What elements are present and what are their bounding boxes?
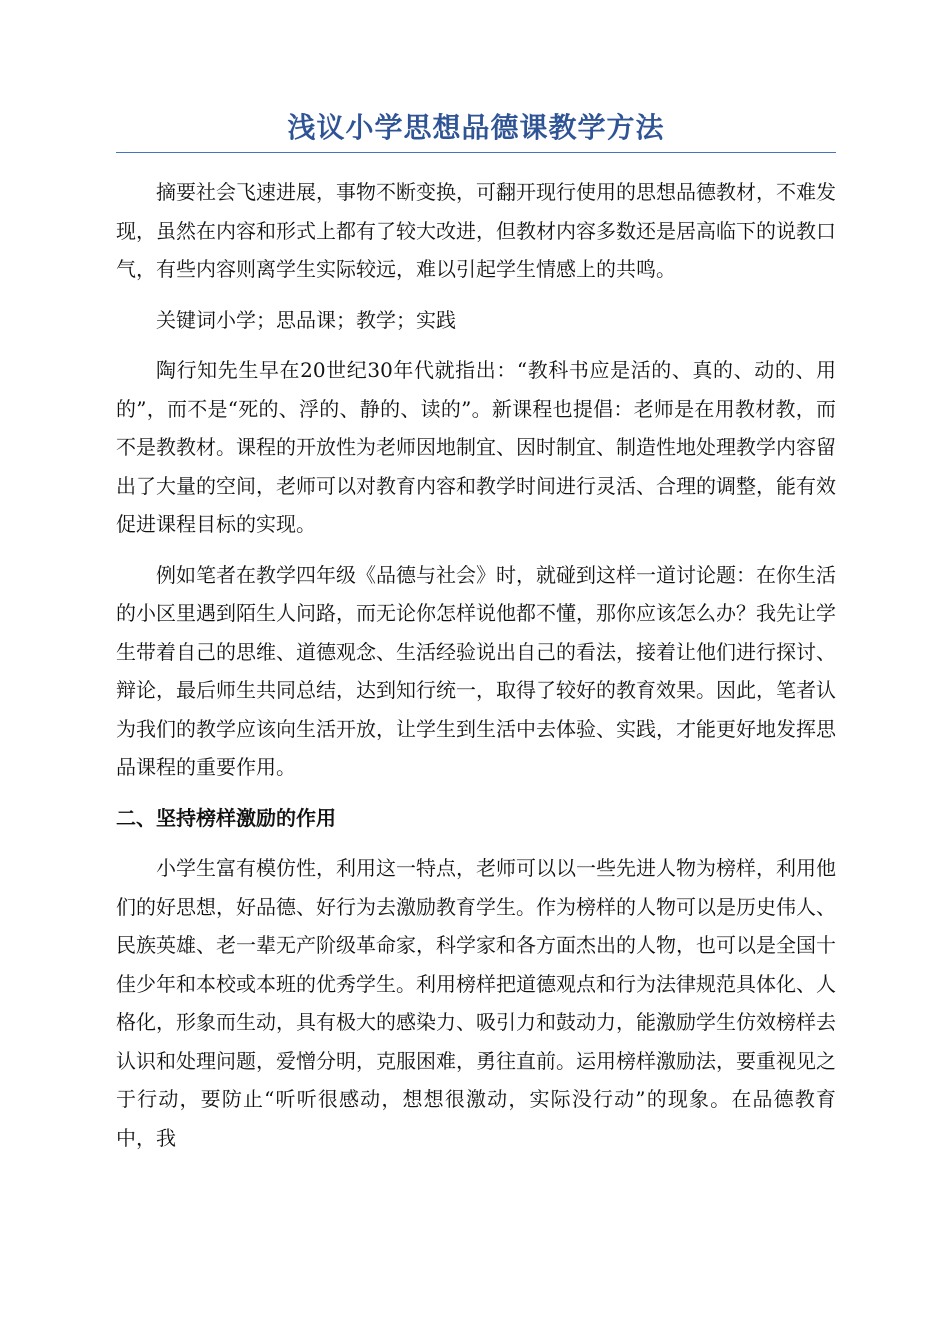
- keywords-paragraph: 关键词小学；思品课；教学；实践: [156, 307, 456, 332]
- document-title: 浅议小学思想品德课教学方法: [287, 111, 665, 144]
- body-paragraph-2: 例如笔者在教学四年级《品德与社会》时，就碰到这样一道讨论题：在你生活的小区里遇到陌生人问路，而无论你怎样说他都不懂，那你应该怎么办？我先让学生带着自己的思维、道德观念、生活经验说出自己的看法，接着让他们进行探讨、辩论，最后师生共同总结，达到知行统一，取得了较好的教育效果。因此，笔者认为我们的教学应该向生活开放，让学生到生活中去体验、实践，才能更好地发挥思品课程的重要作用。: [116, 562, 836, 779]
- document-page: [116, 108, 836, 1169]
- body-paragraph-3: 小学生富有模仿性，利用这一特点，老师可以以一些先进人物为榜样，利用他们的好思想，好品德、好行为去激励教育学生。作为榜样的人物可以是历史伟人、民族英雄、老一辈无产阶级革命家，科学家和各方面杰出的人物，也可以是全国十佳少年和本校或本班的优秀学生。利用榜样把道德观点和行为法律规范具体化、人格化，形象而生动，具有极大的感染力、吸引力和鼓动力，能激励学生仿效榜样去认识和处理问题，爱憎分明，克服困难，勇往直前。运用榜样激励法，要重视见之于行动，要防止“听听很感动，想想很激动，实际没行动”的现象。在品德教育中，我: [116, 856, 836, 1150]
- title-underline: [116, 152, 836, 153]
- abstract-paragraph: 摘要社会飞速进展，事物不断变换，可翻开现行使用的思想品德教材，不难发现，虽然在内容和形式上都有了较大改进，但教材内容多数还是居高临下的说教口气，有些内容则离学生实际较远，难以引起学生情感上的共鸣。: [116, 180, 836, 281]
- section-heading-2: 二、坚持榜样激励的作用: [116, 805, 336, 830]
- body-paragraph-1: 陶行知先生早在20世纪30年代就指出：“教科书应是活的、真的、动的、用的”，而不是“死的、浮的、静的、读的”。新课程也提倡：老师是在用教材教，而不是教教材。课程的开放性为老师因地制宜、因时制宜、制造性地处理教学内容留出了大量的空间，老师可以对教育内容和教学时间进行灵活、合理的调整，能有效促进课程目标的实现。: [116, 358, 836, 536]
